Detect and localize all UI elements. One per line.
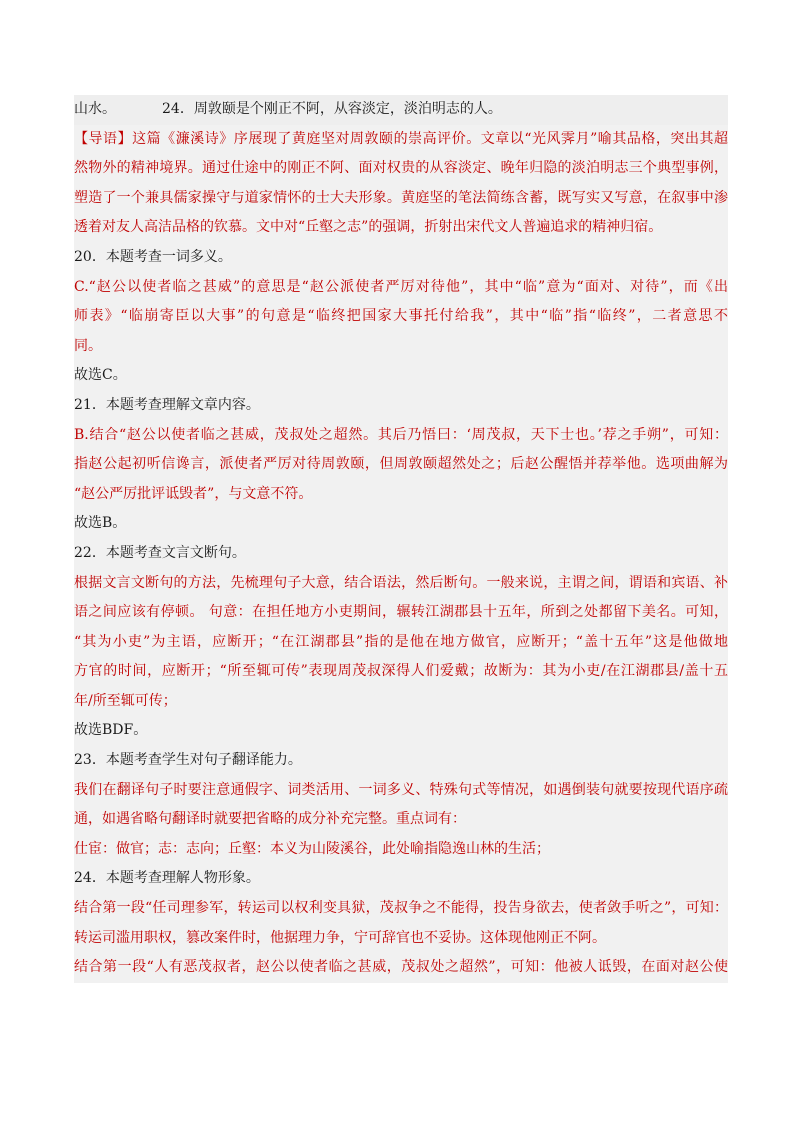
answer-explanation-body [74, 95, 728, 983]
guide-line: 透着对友人高洁品格的钦慕。文中对“丘壑之志”的强调，折射出宋代文人普遍追求的精神归宿。 [74, 213, 728, 243]
guide-line: 塑造了一个兼具儒家操守与道家情怀的士大夫形象。黄庭坚的笔法简练含蓄，既写实又写意，在叙事中渗 [74, 184, 728, 214]
explanation-line: B.结合“赵公以使者临之甚威，茂叔处之超然。其后乃悟曰：‘周茂叔，天下士也。’荐之手朔”，可知： [74, 421, 728, 451]
explanation-line: 语之间应该有停顿。 句意：在担任地方小吏期间，辗转江湖郡县十五年，所到之处都留下美名。可知， [74, 598, 728, 628]
explanation-line: 方官的时间，应断开；“所至辄可传”表现周茂叔深得人们爱戴；故断为：其为小吏/在江湖郡县/盖十五 [74, 657, 728, 687]
explanation-line: 我们在翻译句子时要注意通假字、词类活用、一词多义、特殊句式等情况，如遇倒装句就要按现代语序疏 [74, 776, 728, 806]
question-heading: 22．本题考查文言文断句。 [74, 539, 728, 569]
explanation-line: C.“赵公以使者临之甚威”的意思是“赵公派使者严厉对待他”，其中“临”意为“面对、对待”，而《出 [74, 273, 728, 303]
explanation-line: 根据文言文断句的方法，先梳理句子大意，结合语法，然后断句。一般来说，主谓之间，谓语和宾语、补 [74, 569, 728, 599]
question-heading: 23．本题考查学生对句子翻译能力。 [74, 746, 728, 776]
explanation-line: 结合第一段“任司理参军，转运司以权利变具狱，茂叔争之不能得，投告身欲去，使者敛手听之”，可知： [74, 894, 728, 924]
explanation-line: 仕宦：做官；志：志向；丘壑：本义为山陵溪谷，此处喻指隐逸山林的生活； [74, 835, 728, 865]
guide-tag: 【导语】 [74, 130, 133, 147]
guide-line: 【导语】这篇《濂溪诗》序展现了黄庭坚对周敦颐的崇高评价。文章以“光风霁月”喻其品格，突出其超 [74, 125, 728, 155]
guide-line: 然物外的精神境界。通过仕途中的刚正不阿、面对权贵的从容淡定、晚年归隐的淡泊明志三个典型事例， [74, 154, 728, 184]
explanation-line: “赵公严厉批评诋毁者”，与文意不符。 [74, 480, 728, 510]
conclusion-line: 故选B。 [74, 509, 728, 539]
answer-line [74, 95, 728, 125]
answer-lead: 山水。 [74, 101, 116, 117]
conclusion-line: 故选BDF。 [74, 716, 728, 746]
explanation-line: 年/所至辄可传； [74, 687, 728, 717]
question-heading: 24．本题考查理解人物形象。 [74, 864, 728, 894]
question-heading: 21．本题考查理解文章内容。 [74, 391, 728, 421]
explanation-line: 转运司滥用职权，篡改案件时，他据理力争，宁可辞官也不妥协。这体现他刚正不阿。 [74, 924, 728, 954]
answer-24-text: 24．周敦颐是个刚正不阿，从容淡定，淡泊明志的人。 [162, 101, 502, 117]
question-heading: 20．本题考查一词多义。 [74, 243, 728, 273]
explanation-line: 通，如遇省略句翻译时就要把省略的成分补充完整。重点词有： [74, 805, 728, 835]
explanation-line: 师表》“临崩寄臣以大事”的句意是“临终把国家大事托付给我”，其中“临”指“临终”，二者意思不 [74, 302, 728, 332]
explanation-line: 同。 [74, 332, 728, 362]
explanation-line: 指赵公起初听信谗言，派使者严厉对待周敦颐，但周敦颐超然处之；后赵公醒悟并荐举他。选项曲解为 [74, 450, 728, 480]
explanation-line: “其为小吏”为主语，应断开；“在江湖郡县”指的是他在地方做官，应断开；“盖十五年”这是他做地 [74, 628, 728, 658]
conclusion-line: 故选C。 [74, 361, 728, 391]
explanation-line: 结合第一段“人有恶茂叔者，赵公以使者临之甚威，茂叔处之超然”，可知：他被人诋毁，在面对赵公使 [74, 953, 728, 983]
